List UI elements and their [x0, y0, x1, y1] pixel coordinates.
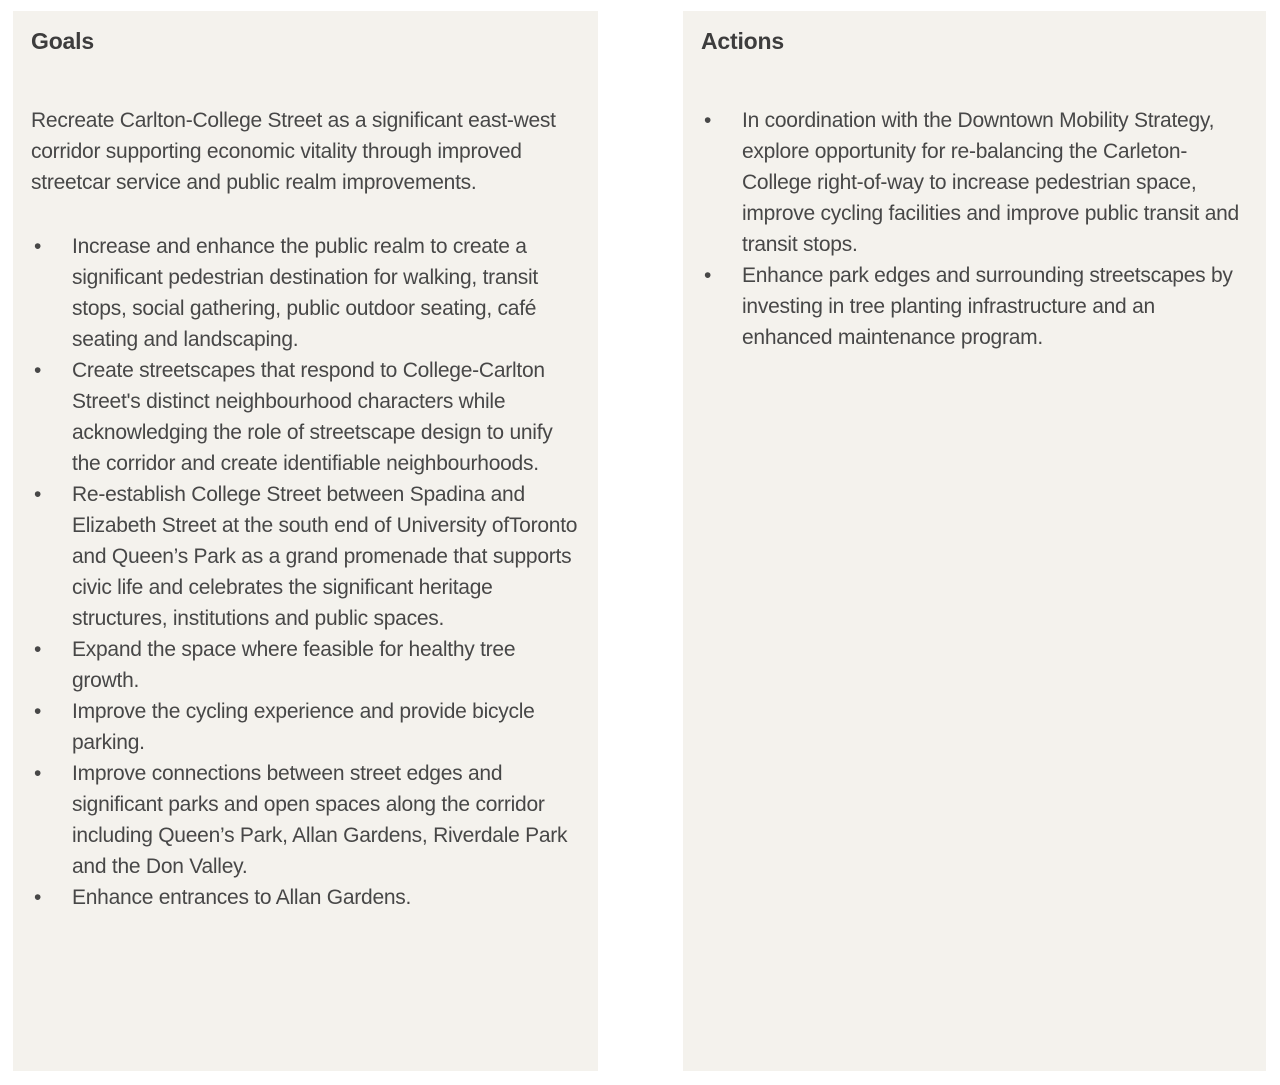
bullet-marker: •	[34, 762, 42, 785]
list-item	[701, 105, 1246, 260]
list-item	[31, 479, 578, 634]
list-item-text: Enhance park edges and surrounding streetscapes by investing in tree planting infrastructure and an enhanced maintenance program.	[742, 264, 1233, 349]
actions-title: Actions	[701, 28, 784, 54]
list-item	[701, 260, 1246, 353]
goals-bullet-list	[31, 231, 578, 913]
bullet-marker: •	[34, 700, 42, 723]
bullet-marker: •	[34, 483, 42, 506]
bullet-marker: •	[34, 886, 42, 909]
goals-intro: Recreate Carlton-College Street as a significant east-west corridor supporting economic vitality through improved streetcar service and public realm improvements.	[31, 109, 556, 194]
actions-panel	[683, 11, 1266, 1071]
goals-title: Goals	[31, 28, 94, 54]
list-item-text: Expand the space where feasible for healthy tree growth.	[72, 638, 516, 692]
list-item-text: Create streetscapes that respond to College-Carlton Street's distinct neighbourhood characters while acknowledging the role of streetscape design to unify the corridor and create identifiable neighbourhoods.	[72, 359, 553, 475]
list-item	[31, 696, 578, 758]
list-item	[31, 758, 578, 882]
list-item	[31, 355, 578, 479]
actions-bullet-list	[701, 105, 1246, 353]
list-item	[31, 634, 578, 696]
bullet-marker: •	[34, 638, 42, 661]
list-item	[31, 231, 578, 355]
list-item-text: Increase and enhance the public realm to create a significant pedestrian destination for walking, transit stops, social gathering, public outdoor seating, café seating and landscaping.	[72, 235, 539, 351]
list-item	[31, 882, 578, 913]
goals-panel	[13, 11, 598, 1071]
list-item-text: Enhance entrances to Allan Gardens.	[72, 886, 412, 909]
bullet-marker: •	[34, 359, 42, 382]
list-item-text: Improve the cycling experience and provide bicycle parking.	[72, 700, 535, 754]
bullet-marker: •	[704, 264, 712, 287]
list-item-text: Re-establish College Street between Spadina and Elizabeth Street at the south end of University ofToronto and Queen’s Park as a grand promenade that supports civic life and celebrates the significant heritage structures, institutions and public spaces.	[72, 483, 578, 630]
list-item-text: In coordination with the Downtown Mobility Strategy, explore opportunity for re-balancing the Carleton-College right-of-way to increase pedestrian space, improve cycling facilities and improve public transit and transit stops.	[742, 109, 1239, 256]
list-item-text: Improve connections between street edges and significant parks and open spaces along the corridor including Queen’s Park, Allan Gardens, Riverdale Park and the Don Valley.	[72, 762, 568, 878]
bullet-marker: •	[704, 109, 712, 132]
bullet-marker: •	[34, 235, 42, 258]
